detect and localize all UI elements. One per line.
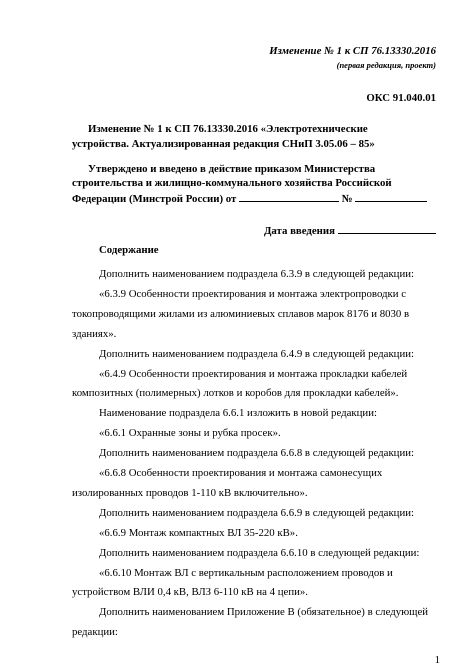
contents-line: «6.3.9 Особенности проектирования и монтажа электропроводки с bbox=[99, 287, 407, 300]
approval-line-1: Утверждено и введено в действие приказом Министерства bbox=[88, 163, 376, 175]
contents-line: «6.6.1 Охранные зоны и рубка просек». bbox=[99, 427, 281, 440]
contents-line: Дополнить наименованием Приложение В (обязательное) в следующей bbox=[99, 606, 429, 619]
contents-line: «6.6.8 Особенности проектирования и монтажа самонесущих bbox=[99, 467, 383, 479]
contents-line: Дополнить наименованием подраздела 6.6.10 в следующей редакции: bbox=[99, 546, 420, 559]
contents-line: устройством ВЛИ 0,4 кВ, ВЛЗ 6-110 кВ на 4 цепи». bbox=[72, 586, 308, 599]
intro-date-blank bbox=[338, 223, 436, 234]
contents-line: редакции: bbox=[72, 626, 118, 639]
intro-date bbox=[264, 223, 436, 238]
contents-line: изолированных проводов 1-110 кВ включительно». bbox=[72, 486, 308, 499]
contents-line: Дополнить наименованием подраздела 6.4.9 в следующей редакции: bbox=[99, 347, 415, 360]
contents-line: композитных (полимерных) лотков и коробов для прокладки кабелей». bbox=[72, 387, 399, 400]
title-line-2: устройства. Актуализированная редакция СНиП 3.05.06 – 85» bbox=[72, 138, 375, 150]
approval-number-blank bbox=[355, 191, 427, 202]
contents-line: Дополнить наименованием подраздела 6.6.9 в следующей редакции: bbox=[99, 506, 415, 519]
contents-line: зданиях». bbox=[72, 327, 117, 340]
contents-line: Наименование подраздела 6.6.1 изложить в новой редакции: bbox=[99, 407, 377, 420]
contents-heading: Содержание bbox=[99, 244, 159, 256]
approval-line-3 bbox=[72, 191, 427, 206]
approval-date-blank bbox=[239, 191, 339, 202]
approval-date-prefix: Федерации (Минстрой России) от bbox=[72, 193, 237, 205]
intro-date-label: Дата введения bbox=[264, 225, 335, 237]
contents-line: «6.6.10 Монтаж ВЛ с вертикальным расположением проводов и bbox=[99, 566, 393, 579]
contents-line: «6.6.9 Монтаж компактных ВЛ 35-220 кВ». bbox=[99, 526, 298, 539]
page-number: 1 bbox=[434, 654, 440, 666]
oks-code: ОКС 91.040.01 bbox=[366, 92, 436, 104]
title-line-1: Изменение № 1 к СП 76.13330.2016 «Электротехнические bbox=[88, 123, 368, 135]
contents-line: токопроводящими жилами из алюминиевых сплавов марок 8176 и 8030 в bbox=[72, 307, 410, 320]
contents-line: Дополнить наименованием подраздела 6.3.9 в следующей редакции: bbox=[99, 268, 415, 280]
approval-number-sign: № bbox=[341, 193, 353, 205]
amendment-title: Изменение № 1 к СП 76.13330.2016 bbox=[269, 45, 436, 57]
contents-line: Дополнить наименованием подраздела 6.6.8 в следующей редакции: bbox=[99, 447, 415, 460]
edition-note: (первая редакция, проект) bbox=[336, 60, 436, 70]
approval-line-2: строительства и жилищно-коммунального хозяйства Российской bbox=[72, 177, 392, 189]
contents-line: «6.4.9 Особенности проектирования и монтажа прокладки кабелей bbox=[99, 367, 408, 380]
